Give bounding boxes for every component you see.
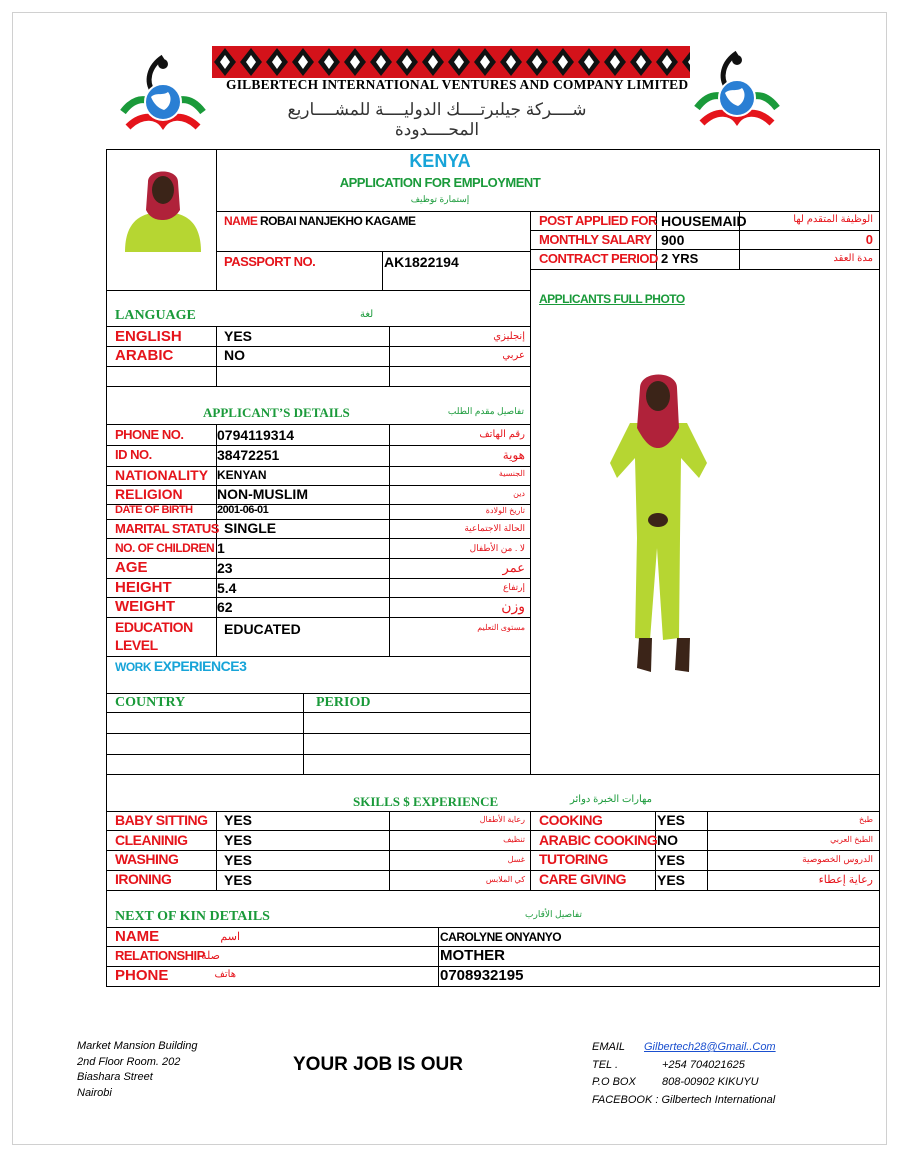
dob-label: DATE OF BIRTH	[115, 504, 193, 516]
language-row-ar: إنجليزي	[493, 331, 525, 342]
kin-relationship-ar: صلة	[201, 950, 220, 962]
marital-label: MARITAL STATUS	[115, 521, 219, 536]
nationality-value: KENYAN	[217, 468, 267, 482]
footer-contacts	[592, 1039, 776, 1109]
salary-label: MONTHLY SALARY	[539, 232, 652, 247]
email-label: EMAIL	[592, 1041, 626, 1053]
work-country-header: COUNTRY	[115, 695, 186, 710]
phone-label: PHONE NO.	[115, 427, 184, 442]
skill-value: YES	[224, 832, 253, 848]
skill-ar: طبخ	[859, 815, 873, 824]
children-ar: لا . من الأطفال	[469, 543, 525, 553]
age-value: 23	[217, 560, 233, 576]
kin-phone-label: PHONE	[115, 967, 169, 984]
age-ar: عمر	[502, 560, 525, 575]
age-label: AGE	[115, 559, 148, 576]
weight-value: 62	[217, 599, 233, 615]
education-label-2: LEVEL	[115, 637, 158, 653]
contract-label: CONTRACT PERIOD	[539, 251, 658, 266]
id-value: 38472251	[217, 447, 280, 463]
form-title-en: APPLICATION FOR EMPLOYMENT	[339, 175, 541, 190]
decorative-banner	[212, 46, 690, 78]
language-row-label: ARABIC	[115, 347, 174, 364]
phone-value: 0794119314	[217, 427, 295, 443]
company-logo-left	[118, 52, 208, 137]
applicant-passport-photo	[120, 160, 206, 252]
religion-label: RELIGION	[115, 486, 183, 502]
work-title	[115, 658, 246, 674]
education-value: EDUCATED	[224, 621, 301, 637]
language-row-ar: عربي	[502, 350, 525, 361]
education-label-1: EDUCATION	[115, 619, 193, 635]
height-value: 5.4	[217, 580, 237, 596]
tel-label: TEL .	[592, 1058, 619, 1071]
id-ar: هوية	[502, 448, 525, 462]
children-label: NO. OF CHILDREN	[115, 541, 215, 555]
language-title: LANGUAGE	[115, 308, 196, 323]
post-value: HOUSEMAID	[661, 213, 747, 229]
kin-name-label: NAME	[115, 928, 160, 945]
skill-ar: كي الملابس	[485, 875, 525, 884]
language-title-ar: لغة	[360, 309, 374, 320]
details-title-ar: تفاصيل مقدم الطلب	[447, 406, 524, 416]
nationality-label: NATIONALITY	[115, 467, 209, 483]
skill-value: NO	[657, 832, 678, 848]
company-logo-right	[692, 48, 782, 133]
skill-value: YES	[224, 852, 253, 868]
skill-label: IRONING	[115, 871, 172, 887]
salary-value: 900	[661, 232, 685, 248]
country-title: KENYA	[409, 151, 471, 171]
kin-phone-value: 0708932195	[440, 967, 524, 984]
footer-address	[77, 1039, 197, 1101]
work-period-header: PERIOD	[316, 695, 371, 710]
passport-value: AK1822194	[384, 254, 459, 270]
skill-ar: رعاية إعطاء	[818, 874, 873, 886]
skill-value: YES	[657, 852, 686, 868]
skill-label: COOKING	[539, 812, 603, 828]
kin-name-ar: اسم	[220, 931, 240, 943]
address-line: Biashara Street	[77, 1071, 153, 1083]
language-row-label: ENGLISH	[115, 328, 182, 345]
dob-ar: تاريخ الولادة	[485, 506, 525, 515]
skill-value: YES	[657, 812, 686, 828]
height-label: HEIGHT	[115, 579, 172, 596]
nationality-ar: الجنسية	[498, 469, 525, 478]
company-name-en: GILBERTECH INTERNATIONAL VENTURES AND COMPANY LIMITED	[226, 77, 689, 92]
kin-relationship-label: RELATIONSHIP	[115, 948, 205, 963]
company-name-ar: شــــركة جيلبرتــــك الدوليــــة للمشــــاريع المحــــدودة	[287, 100, 587, 139]
header	[0, 0, 900, 145]
religion-ar: دين	[513, 489, 525, 498]
kin-title-ar: تفاصيل الأقارب	[525, 909, 582, 919]
phone-ar: رقم الهاتف	[479, 429, 525, 440]
height-ar: إرتفاع	[502, 582, 525, 592]
work-title-1: WORK	[115, 660, 154, 674]
language-row-value: YES	[224, 328, 253, 344]
work-title-2: EXPERIENCE3	[153, 658, 247, 674]
passport-label: PASSPORT NO.	[224, 254, 316, 269]
language-row-value: NO	[224, 347, 245, 363]
kin-phone-ar: هاتف	[214, 969, 236, 980]
skill-label: TUTORING	[539, 851, 608, 867]
religion-value: NON-MUSLIM	[217, 486, 308, 502]
weight-label: WEIGHT	[115, 598, 175, 615]
skill-label: BABY SITTING	[115, 812, 208, 828]
skill-ar: غسل	[507, 855, 525, 864]
footer-slogan: YOUR JOB IS OUR	[293, 1054, 463, 1075]
name-value: ROBAI NANJEKHO KAGAME	[260, 214, 416, 228]
salary-value-ar: 0	[865, 232, 873, 247]
contract-value: 2 YRS	[661, 251, 699, 266]
email-link[interactable]: Gilbertech28@Gmail..Com	[644, 1041, 776, 1053]
pobox-label: P.O BOX	[592, 1076, 636, 1088]
kin-name-value: CAROLYNE ONYANYO	[440, 930, 562, 944]
skills-title-ar: مهارات الخبرة دوائر	[570, 794, 653, 805]
skill-value: YES	[657, 872, 686, 888]
post-label-ar: الوظيفة المتقدم لها	[793, 214, 873, 225]
details-title: APPLICANT’S DETAILS	[203, 405, 350, 420]
skills-title: SKILLS $ EXPERIENCE	[353, 794, 499, 809]
full-photo-label: APPLICANTS FULL PHOTO	[539, 292, 685, 306]
tel-value: +254 704021625	[662, 1058, 745, 1071]
form-title-ar: إستمارة توظيف	[410, 194, 470, 204]
skill-ar: رعاية الأطفال	[479, 815, 525, 824]
marital-value: SINGLE	[224, 520, 277, 536]
children-value: 1	[217, 540, 225, 556]
skill-label: CLEANINIG	[115, 832, 188, 848]
skill-value: YES	[224, 812, 253, 828]
skill-ar: الدروس الخصوصية	[802, 854, 873, 864]
skill-value: YES	[224, 872, 253, 888]
name-label: NAME	[224, 214, 258, 228]
applicant-full-photo	[595, 368, 720, 680]
marital-ar: الحالة الاجتماعية	[464, 523, 525, 533]
contract-label-ar: مدة العقد	[833, 253, 873, 264]
skill-ar: الطبخ العربي	[830, 835, 873, 844]
skill-label: CARE GIVING	[539, 871, 627, 887]
address-line: 2nd Floor Room. 202	[77, 1055, 181, 1068]
facebook-text: FACEBOOK : Gilbertech International	[592, 1093, 776, 1106]
skill-label: ARABIC COOKING	[539, 832, 658, 848]
skill-ar: تنظيف	[503, 835, 525, 844]
post-label: POST APPLIED FOR	[539, 213, 657, 228]
kin-relationship-value: MOTHER	[440, 947, 505, 964]
pobox-value: 808-00902 KIKUYU	[662, 1076, 759, 1088]
skill-label: WASHING	[115, 851, 179, 867]
education-ar: مستوى التعليم	[477, 623, 525, 632]
weight-ar: وزن	[501, 598, 525, 614]
kin-title: NEXT OF KIN DETAILS	[115, 909, 270, 924]
id-label: ID NO.	[115, 447, 152, 462]
dob-value: 2001-06-01	[217, 504, 269, 516]
address-line: Nairobi	[77, 1086, 112, 1099]
address-line: Market Mansion Building	[77, 1040, 198, 1052]
